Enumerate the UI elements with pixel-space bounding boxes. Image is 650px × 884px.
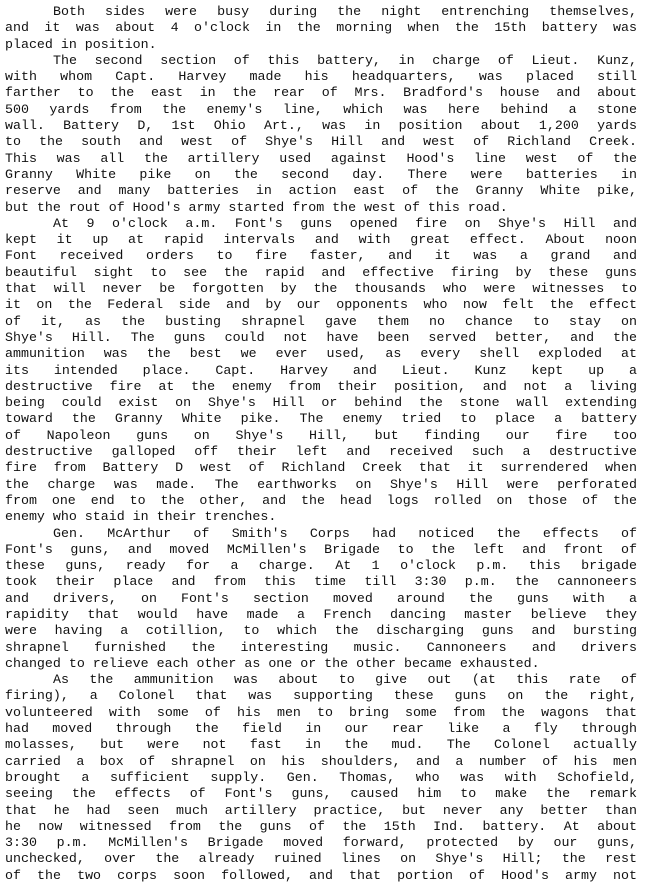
text-line: firing), a Colonel that was supporting these guns on the right, — [5, 688, 637, 704]
text-line: had moved through the field in our rear like a fly through — [5, 721, 637, 737]
text-line: Font received orders to fire faster, and it was a grand and — [5, 248, 637, 264]
text-line: of it, as the busting shrapnel gave them no chance to stay on — [5, 313, 637, 329]
text-line: fire from Battery D west of Richland Creek that it surrendered when — [5, 460, 637, 476]
text-line: enemy who staid in their trenches. — [5, 509, 277, 525]
text-line: Both sides were busy during the night entrenching themselves, — [53, 4, 637, 19]
text-line: the charge was made. The earthworks on Shye's Hill were perforated — [5, 476, 637, 492]
text-line: Granny White pike on the second day. There were batteries in — [5, 166, 637, 182]
text-line: and it was about 4 o'clock in the morning when the 15th battery was — [5, 20, 637, 36]
text-line: he now witnessed from the guns of the 15th Ind. battery. At about — [5, 818, 637, 834]
paragraph — [5, 4, 637, 53]
text-line: reserve and many batteries in action east of the Granny White pike, — [5, 183, 637, 199]
text-line: beautiful sight to see the rapid and effective firing by these guns — [5, 264, 637, 280]
text-line: brought a sufficient supply. Gen. Thomas, who was with Schofield, — [5, 769, 637, 785]
text-line: toward the Granny White pike. The enemy tried to place a battery — [5, 411, 637, 427]
text-line: 3:30 p.m. McMillen's Brigade moved forward, protected by our guns, — [5, 835, 637, 851]
text-line: farther to the east in the rear of Mrs. Bradford's house and about — [5, 85, 637, 101]
text-line: molasses, but were not fast in the mud. The Colonel actually — [5, 737, 637, 753]
text-line: destructive galloped off their left and received such a destructive — [5, 444, 637, 460]
text-line: but the rout of Hood's army started from the west of this road. — [5, 199, 508, 215]
text-line: of the two corps soon followed, and that portion of Hood's army not — [5, 867, 637, 883]
text-line: being could exist on Shye's Hill or behind the stone wall extending — [5, 395, 637, 411]
text-line: with whom Capt. Harvey made his headquarters, was placed still — [5, 69, 637, 85]
text-line: its intended place. Capt. Harvey and Lieut. Kunz kept up a — [5, 362, 637, 378]
text-line: This was all the artillery used against Hood's line west of the — [5, 150, 637, 166]
text-line: As the ammunition was about to give out (at this rate of — [53, 672, 637, 688]
text-line: ammunition was the best we ever used, as every shell exploded at — [5, 346, 637, 362]
paragraph — [5, 53, 637, 216]
text-line: Shye's Hill. The guns could not have been served better, and the — [5, 329, 637, 345]
text-line: volunteered with some of his men to bring some from the wagons that — [5, 704, 637, 720]
text-line: shrapnel furnished the interesting music. Cannoneers and drivers — [5, 639, 637, 655]
text-line: that he had seen much artillery practice, but never any better than — [5, 802, 637, 818]
text-line: rapidity that would have made a French dancing master believe they — [5, 606, 637, 622]
body-text — [5, 4, 637, 884]
text-line: that will never be forgotten by the thousands who were witnesses to — [5, 281, 637, 297]
text-line: it on the Federal side and by our opponents who now felt the effect — [5, 297, 637, 313]
paragraph — [5, 216, 637, 526]
paragraph — [5, 526, 637, 673]
text-line: kept it up at rapid intervals and with great effect. About noon — [5, 232, 637, 248]
text-line: of Napoleon guns on Shye's Hill, but finding our fire too — [5, 427, 637, 443]
text-line: destructive fire at the enemy from their position, and not a living — [5, 378, 637, 394]
text-line: wall. Battery D, 1st Ohio Art., was in position about 1,200 yards — [5, 118, 637, 134]
text-line: unchecked, over the already ruined lines on Shye's Hill; the rest — [5, 851, 637, 867]
text-line: carried a box of shrapnel on his shoulders, and a number of his men — [5, 753, 637, 769]
text-line: At 9 o'clock a.m. Font's guns opened fire on Shye's Hill and — [53, 215, 637, 231]
text-line: changed to relieve each other as one or the other became exhausted. — [5, 655, 540, 671]
text-line: The second section of this battery, in charge of Lieut. Kunz, — [53, 52, 637, 68]
text-line: and drivers, on Font's section moved around the guns with a — [5, 590, 637, 606]
document-page — [5, 4, 637, 883]
text-line: Font's guns, and moved McMillen's Brigade to the left and front of — [5, 541, 637, 557]
text-line: from one end to the other, and the head logs rolled on those of the — [5, 492, 637, 508]
text-line: took their place and from this time till 3:30 p.m. the cannoneers — [5, 574, 637, 590]
text-line: seeing the effects of Font's guns, caused him to make the remark — [5, 786, 637, 802]
text-line: these guns, ready for a charge. At 1 o'clock p.m. this brigade — [5, 558, 637, 574]
text-line: placed in position. — [5, 36, 157, 52]
text-line: to the south and west of Shye's Hill and west of Richland Creek. — [5, 134, 637, 150]
text-line: were having a cotillion, to which the discharging guns and bursting — [5, 623, 637, 639]
text-line: Gen. McArthur of Smith's Corps had noticed the effects of — [53, 525, 637, 541]
paragraph — [5, 672, 637, 884]
text-line: 500 yards from the enemy's line, which was here behind a stone — [5, 101, 637, 117]
